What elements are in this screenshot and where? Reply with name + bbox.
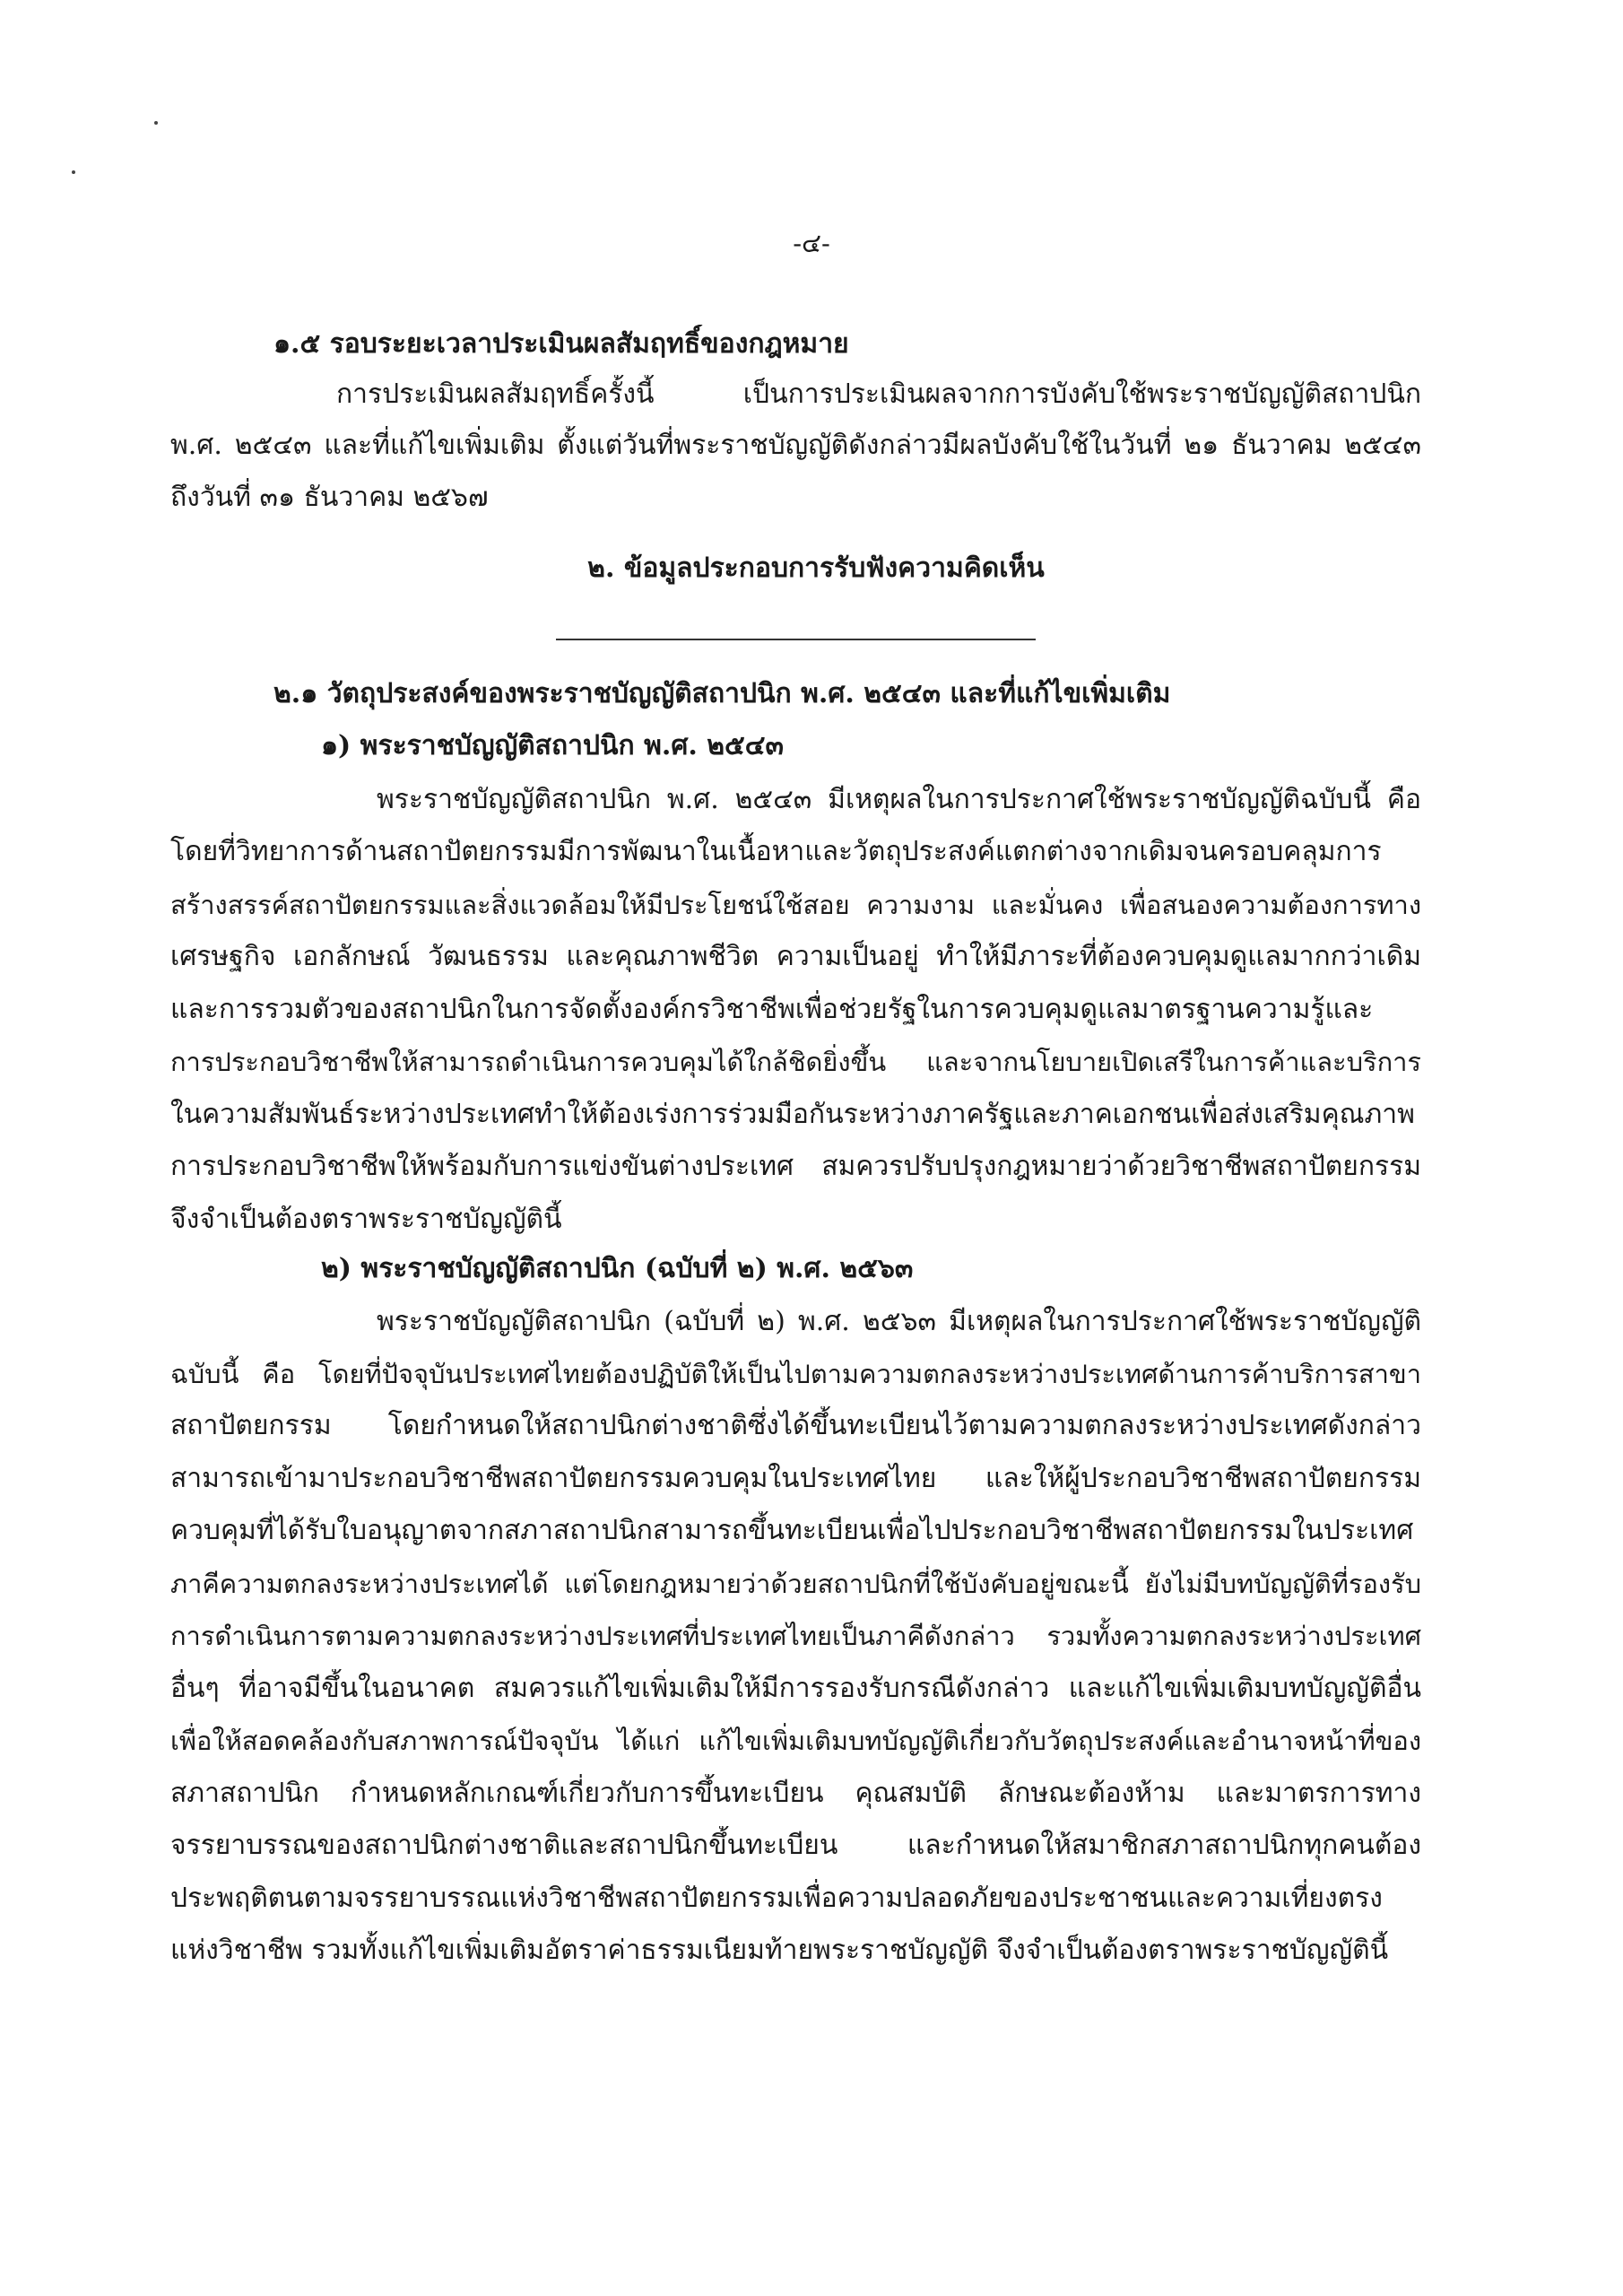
paragraph-line: ในความสัมพันธ์ระหว่างประเทศทำให้ต้องเร่งการร่วมมือกันระหว่างภาครัฐและภาคเอกชนเพื่อส่งเสริมคุณภาพ [170,1099,1415,1130]
item-2-heading: ๒) พระราชบัญญัติสถาปนิก (ฉบับที่ ๒) พ.ศ. ๒๕๖๓ [321,1253,914,1284]
scan-speck [72,170,75,174]
paragraph-line: การประเมินผลสัมฤทธิ์ครั้งนี้ เป็นการประเมินผลจากการบังคับใช้พระราชบัญญัติสถาปนิก [336,378,1421,410]
paragraph-line: สภาสถาปนิก กำหนดหลักเกณฑ์เกี่ยวกับการขึ้นทะเบียน คุณสมบัติ ลักษณะต้องห้าม และมาตรการทาง [170,1778,1421,1809]
paragraph-line: และการรวมตัวของสถาปนิกในการจัดตั้งองค์กรวิชาชีพเพื่อช่วยรัฐในการควบคุมดูแลมาตรฐานความรู้และ [170,994,1374,1025]
paragraph-line: ถึงวันที่ ๓๑ ธันวาคม ๒๕๖๗ [170,482,489,513]
section-2-1-heading: ๒.๑ วัตถุประสงค์ของพระราชบัญญัติสถาปนิก พ.ศ. ๒๕๔๓ และที่แก้ไขเพิ่มเติม [273,678,1171,709]
paragraph-line: สถาปัตยกรรม โดยกำหนดให้สถาปนิกต่างชาติซึ่งได้ขึ้นทะเบียนไว้ตามความตกลงระหว่างประเทศดังกล่าว [170,1410,1421,1441]
paragraph-line: จึงจำเป็นต้องตราพระราชบัญญัตินี้ [170,1204,562,1235]
paragraph-line: สามารถเข้ามาประกอบวิชาชีพสถาปัตยกรรมควบคุมในประเทศไทย และให้ผู้ประกอบวิชาชีพสถาปัตยกรรม [170,1463,1421,1494]
paragraph-line: การประกอบวิชาชีพให้สามารถดำเนินการควบคุมได้ใกล้ชิดยิ่งขึ้น และจากนโยบายเปิดเสรีในการค้าและบริการ [170,1047,1421,1077]
paragraph-line: เพื่อให้สอดคล้องกับสภาพการณ์ปัจจุบัน ได้แก่ แก้ไขเพิ่มเติมบทบัญญัติเกี่ยวกับวัตถุประสงค์และอำนาจหน้าที่ของ [170,1726,1421,1756]
section-divider [556,639,1036,640]
paragraph-line: พ.ศ. ๒๕๔๓ และที่แก้ไขเพิ่มเติม ตั้งแต่วันที่พระราชบัญญัติดังกล่าวมีผลบังคับใช้ในวันที่ ๒๑ ธันวาคม ๒๕๔๓ [170,430,1421,461]
paragraph-line: จรรยาบรรณของสถาปนิกต่างชาติและสถาปนิกขึ้นทะเบียน และกำหนดให้สมาชิกสภาสถาปนิกทุกคนต้อง [170,1830,1421,1861]
section-1-5-heading: ๑.๕ รอบระยะเวลาประเมินผลสัมฤทธิ์ของกฎหมาย [273,328,849,360]
paragraph-line: ประพฤติตนตามจรรยาบรรณแห่งวิชาชีพสถาปัตยกรรมเพื่อความปลอดภัยของประชาชนและความเที่ยงตรง [170,1883,1383,1914]
paragraph-line: การประกอบวิชาชีพให้พร้อมกับการแข่งขันต่างประเทศ สมควรปรับปรุงกฎหมายว่าด้วยวิชาชีพสถาปัตยกรรม [170,1151,1421,1182]
paragraph-line: แห่งวิชาชีพ รวมทั้งแก้ไขเพิ่มเติมอัตราค่าธรรมเนียมท้ายพระราชบัญญัติ จึงจำเป็นต้องตราพระราชบัญญัตินี้ [170,1935,1389,1966]
paragraph-line: พระราชบัญญัติสถาปนิก (ฉบับที่ ๒) พ.ศ. ๒๕๖๓ มีเหตุผลในการประกาศใช้พระราชบัญญัติ [377,1306,1421,1337]
paragraph-line: โดยที่วิทยาการด้านสถาปัตยกรรมมีการพัฒนาในเนื้อหาและวัตถุประสงค์แตกต่างจากเดิมจนครอบคลุมการ [170,836,1382,867]
paragraph-line: ภาคีความตกลงระหว่างประเทศได้ แต่โดยกฎหมายว่าด้วยสถาปนิกที่ใช้บังคับอยู่ขณะนี้ ยังไม่มีบทบัญญัติที่รองรับ [170,1569,1421,1599]
scan-speck [154,121,158,125]
paragraph-line: ควบคุมที่ได้รับใบอนุญาตจากสภาสถาปนิกสามารถขึ้นทะเบียนเพื่อไปประกอบวิชาชีพสถาปัตยกรรมในประเทศ [170,1515,1414,1546]
section-2-heading: ๒. ข้อมูลประกอบการรับฟังความคิดเห็น [587,552,1045,584]
paragraph-line: อื่นๆ ที่อาจมีขึ้นในอนาคต สมควรแก้ไขเพิ่มเติมให้มีการรองรับกรณีดังกล่าว และแก้ไขเพิ่มเติมบทบัญญัติอื่น [170,1673,1421,1704]
paragraph-line: เศรษฐกิจ เอกลักษณ์ วัฒนธรรม และคุณภาพชีวิต ความเป็นอยู่ ทำให้มีภาระที่ต้องควบคุมดูแลมากกว่าเดิม [170,941,1421,972]
paragraph-line: การดำเนินการตามความตกลงระหว่างประเทศที่ประเทศไทยเป็นภาคีดังกล่าว รวมทั้งความตกลงระหว่างประเทศ [170,1621,1421,1651]
paragraph-line: พระราชบัญญัติสถาปนิก พ.ศ. ๒๕๔๓ มีเหตุผลในการประกาศใช้พระราชบัญญัติฉบับนี้ คือ [377,784,1421,815]
item-1-heading: ๑) พระราชบัญญัติสถาปนิก พ.ศ. ๒๕๔๓ [321,730,784,761]
paragraph-line: สร้างสรรค์สถาปัตยกรรมและสิ่งแวดล้อมให้มีประโยชน์ใช้สอย ความงาม และมั่นคง เพื่อสนองความต้องการทาง [170,890,1421,920]
page-number: -๔- [793,228,830,258]
paragraph-line: ฉบับนี้ คือ โดยที่ปัจจุบันประเทศไทยต้องปฏิบัติให้เป็นไปตามความตกลงระหว่างประเทศด้านการค้าบริการสาขา [170,1359,1421,1389]
